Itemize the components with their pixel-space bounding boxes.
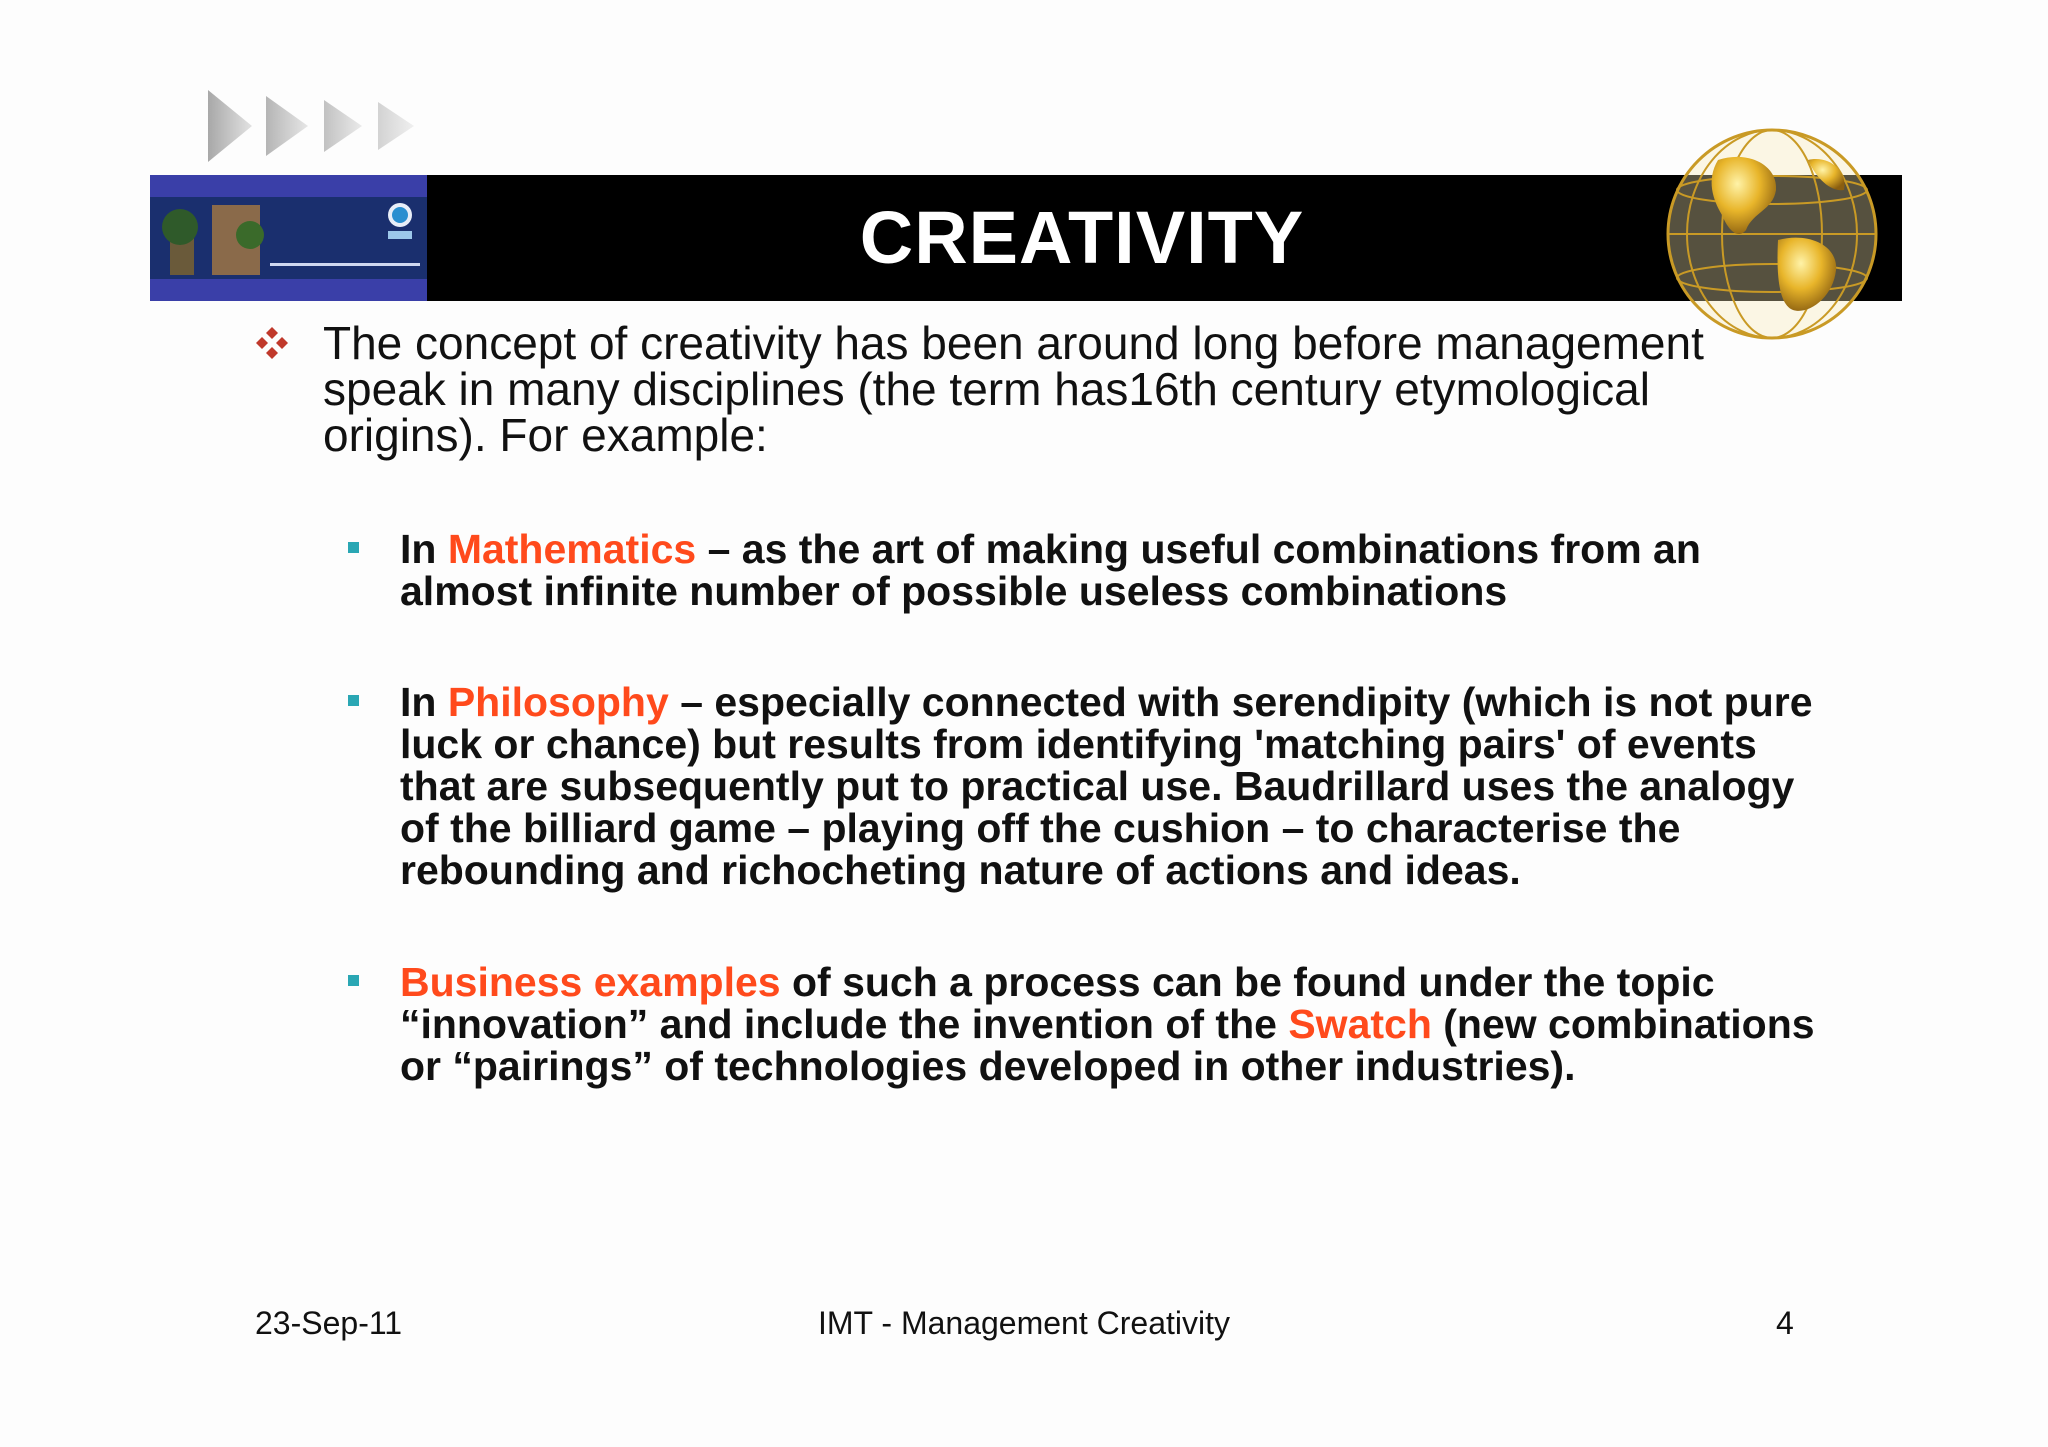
bullet-mathematics — [255, 528, 1815, 612]
globe-icon — [1658, 120, 1886, 348]
arrow-chevrons-icon — [208, 90, 438, 162]
intro-text: The concept of creativity has been around long before management speak in many disciplines (the term has16th century etymological origins). For example: — [323, 317, 1704, 461]
bullet-prefix: In — [400, 526, 448, 572]
bullet-business — [255, 961, 1815, 1087]
intro-paragraph — [255, 317, 1815, 461]
institute-logo-banner — [150, 175, 427, 301]
bullet-text-b: (new combinations or “pairings” of technologies developed in other industries). — [400, 1001, 1815, 1089]
highlight-mathematics: Mathematics — [447, 526, 697, 572]
bullet-text: – especially connected with serendipity (which is not pure luck or chance) but results from identifying 'matching pairs' of events that are subsequently put to practical use. Baudrillard uses the analogy of the billiard game – playing off the cushion – to characterise the rebounding and richocheting nature of actions and ideas. — [400, 679, 1813, 893]
bullet-prefix: In — [400, 679, 448, 725]
highlight-philosophy: Philosophy — [447, 679, 669, 725]
bullet-text: – as the art of making useful combinations from an almost infinite number of possible useless combinations — [400, 526, 1701, 614]
slide-body — [255, 317, 1815, 1089]
square-bullet-icon — [348, 542, 359, 553]
footer-date: 23-Sep-11 — [255, 1305, 403, 1341]
bullet-text-a: of such a process can be found under the topic “innovation” and include the invention of the — [400, 959, 1715, 1047]
highlight-business-examples: Business examples — [400, 959, 781, 1005]
slide-title: CREATIVITY — [859, 196, 1305, 279]
square-bullet-icon — [348, 695, 359, 706]
diamond-bullet-icon — [255, 326, 289, 360]
footer-title: IMT - Management Creativity — [818, 1305, 1230, 1341]
footer-page-number: 4 — [1776, 1305, 1794, 1341]
bullet-philosophy — [255, 681, 1815, 891]
highlight-swatch: Swatch — [1288, 1001, 1432, 1047]
square-bullet-icon — [348, 975, 359, 986]
